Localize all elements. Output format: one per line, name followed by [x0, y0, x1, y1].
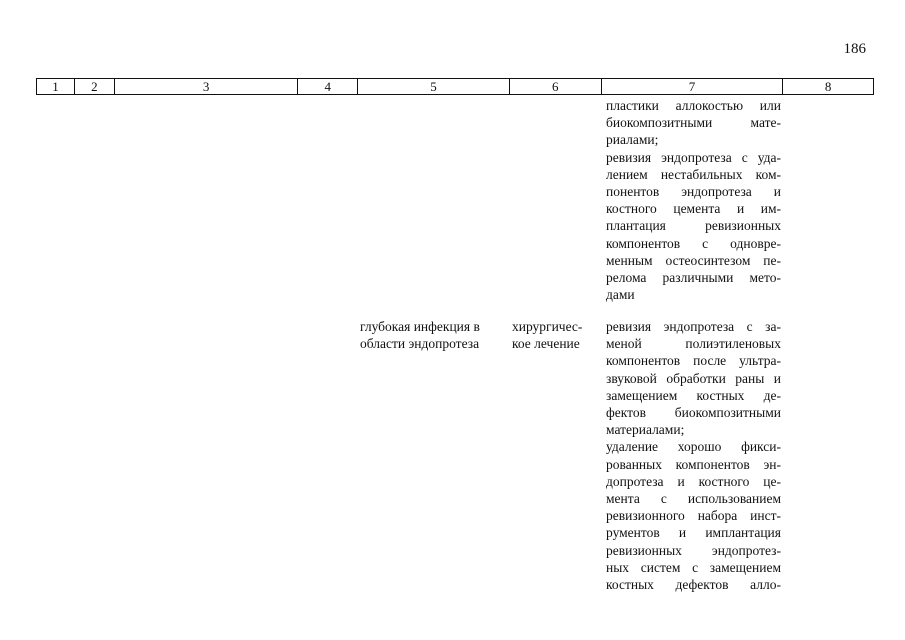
text-line: удаление хорошо фикси- [606, 439, 781, 455]
text-line: ревизия эндопротеза с уда- [606, 149, 781, 165]
header-cell-8: 8 [824, 79, 832, 94]
text-line: ревизионных эндопротез- [606, 542, 781, 558]
text-line: хирургичес- [512, 319, 583, 334]
text-line: ревизия эндопротеза с за- [606, 319, 781, 334]
header-cell-6: 6 [510, 79, 602, 94]
text-line: риалами; [606, 132, 659, 148]
text-line: компонентов после ультра- [606, 353, 781, 369]
page-number: 186 [843, 41, 866, 57]
text-line: замещением костных де- [606, 387, 781, 403]
text-line: глубокая инфекция в [360, 319, 480, 334]
text-line: фектов биокомпозитными [606, 405, 781, 421]
header-cell-2: 2 [75, 79, 115, 94]
text-line: биокомпозитными мате- [606, 115, 781, 131]
header-cell-5: 5 [358, 79, 510, 94]
header-cell-1: 1 [37, 79, 75, 94]
header-cell-4: 4 [298, 79, 358, 94]
header-cell-3: 3 [115, 79, 299, 94]
text-line: рументов и имплантация [606, 525, 781, 541]
text-line: материалами; [606, 422, 685, 438]
text-line: костных дефектов алло- [606, 577, 781, 593]
text-line: лением нестабильных ком- [606, 166, 781, 182]
text-line: мента с использованием [606, 491, 781, 507]
text-line: костного цемента и им- [606, 201, 781, 217]
block2-col5-text [360, 318, 506, 352]
header-cell-7: 7 [602, 79, 784, 94]
text-line: ревизионного набора инст- [606, 508, 781, 524]
text-line: релома различными мето- [606, 270, 781, 286]
text-line: дами [606, 287, 635, 303]
block1-col7-text [606, 97, 781, 303]
text-line: кое лечение [512, 336, 580, 352]
text-line: ных систем с замещением [606, 559, 781, 575]
text-line: понентов эндопротеза и [606, 184, 781, 200]
text-line: области эндопротеза [360, 336, 480, 352]
text-line: допротеза и костного це- [606, 473, 781, 489]
text-line: менным остеосинтезом пе- [606, 252, 781, 268]
text-line: компонентов с одновре- [606, 235, 781, 251]
block2-col6-text [512, 318, 600, 352]
table-header-row [36, 78, 874, 95]
block2-col7-text [606, 318, 781, 593]
text-line: плантация ревизионных [606, 218, 781, 234]
text-line: пластики аллокостью или [606, 98, 781, 113]
text-line: рованных компонентов эн- [606, 456, 781, 472]
text-line: звуковой обработки раны и [606, 370, 781, 386]
text-line: меной полиэтиленовых [606, 336, 781, 352]
